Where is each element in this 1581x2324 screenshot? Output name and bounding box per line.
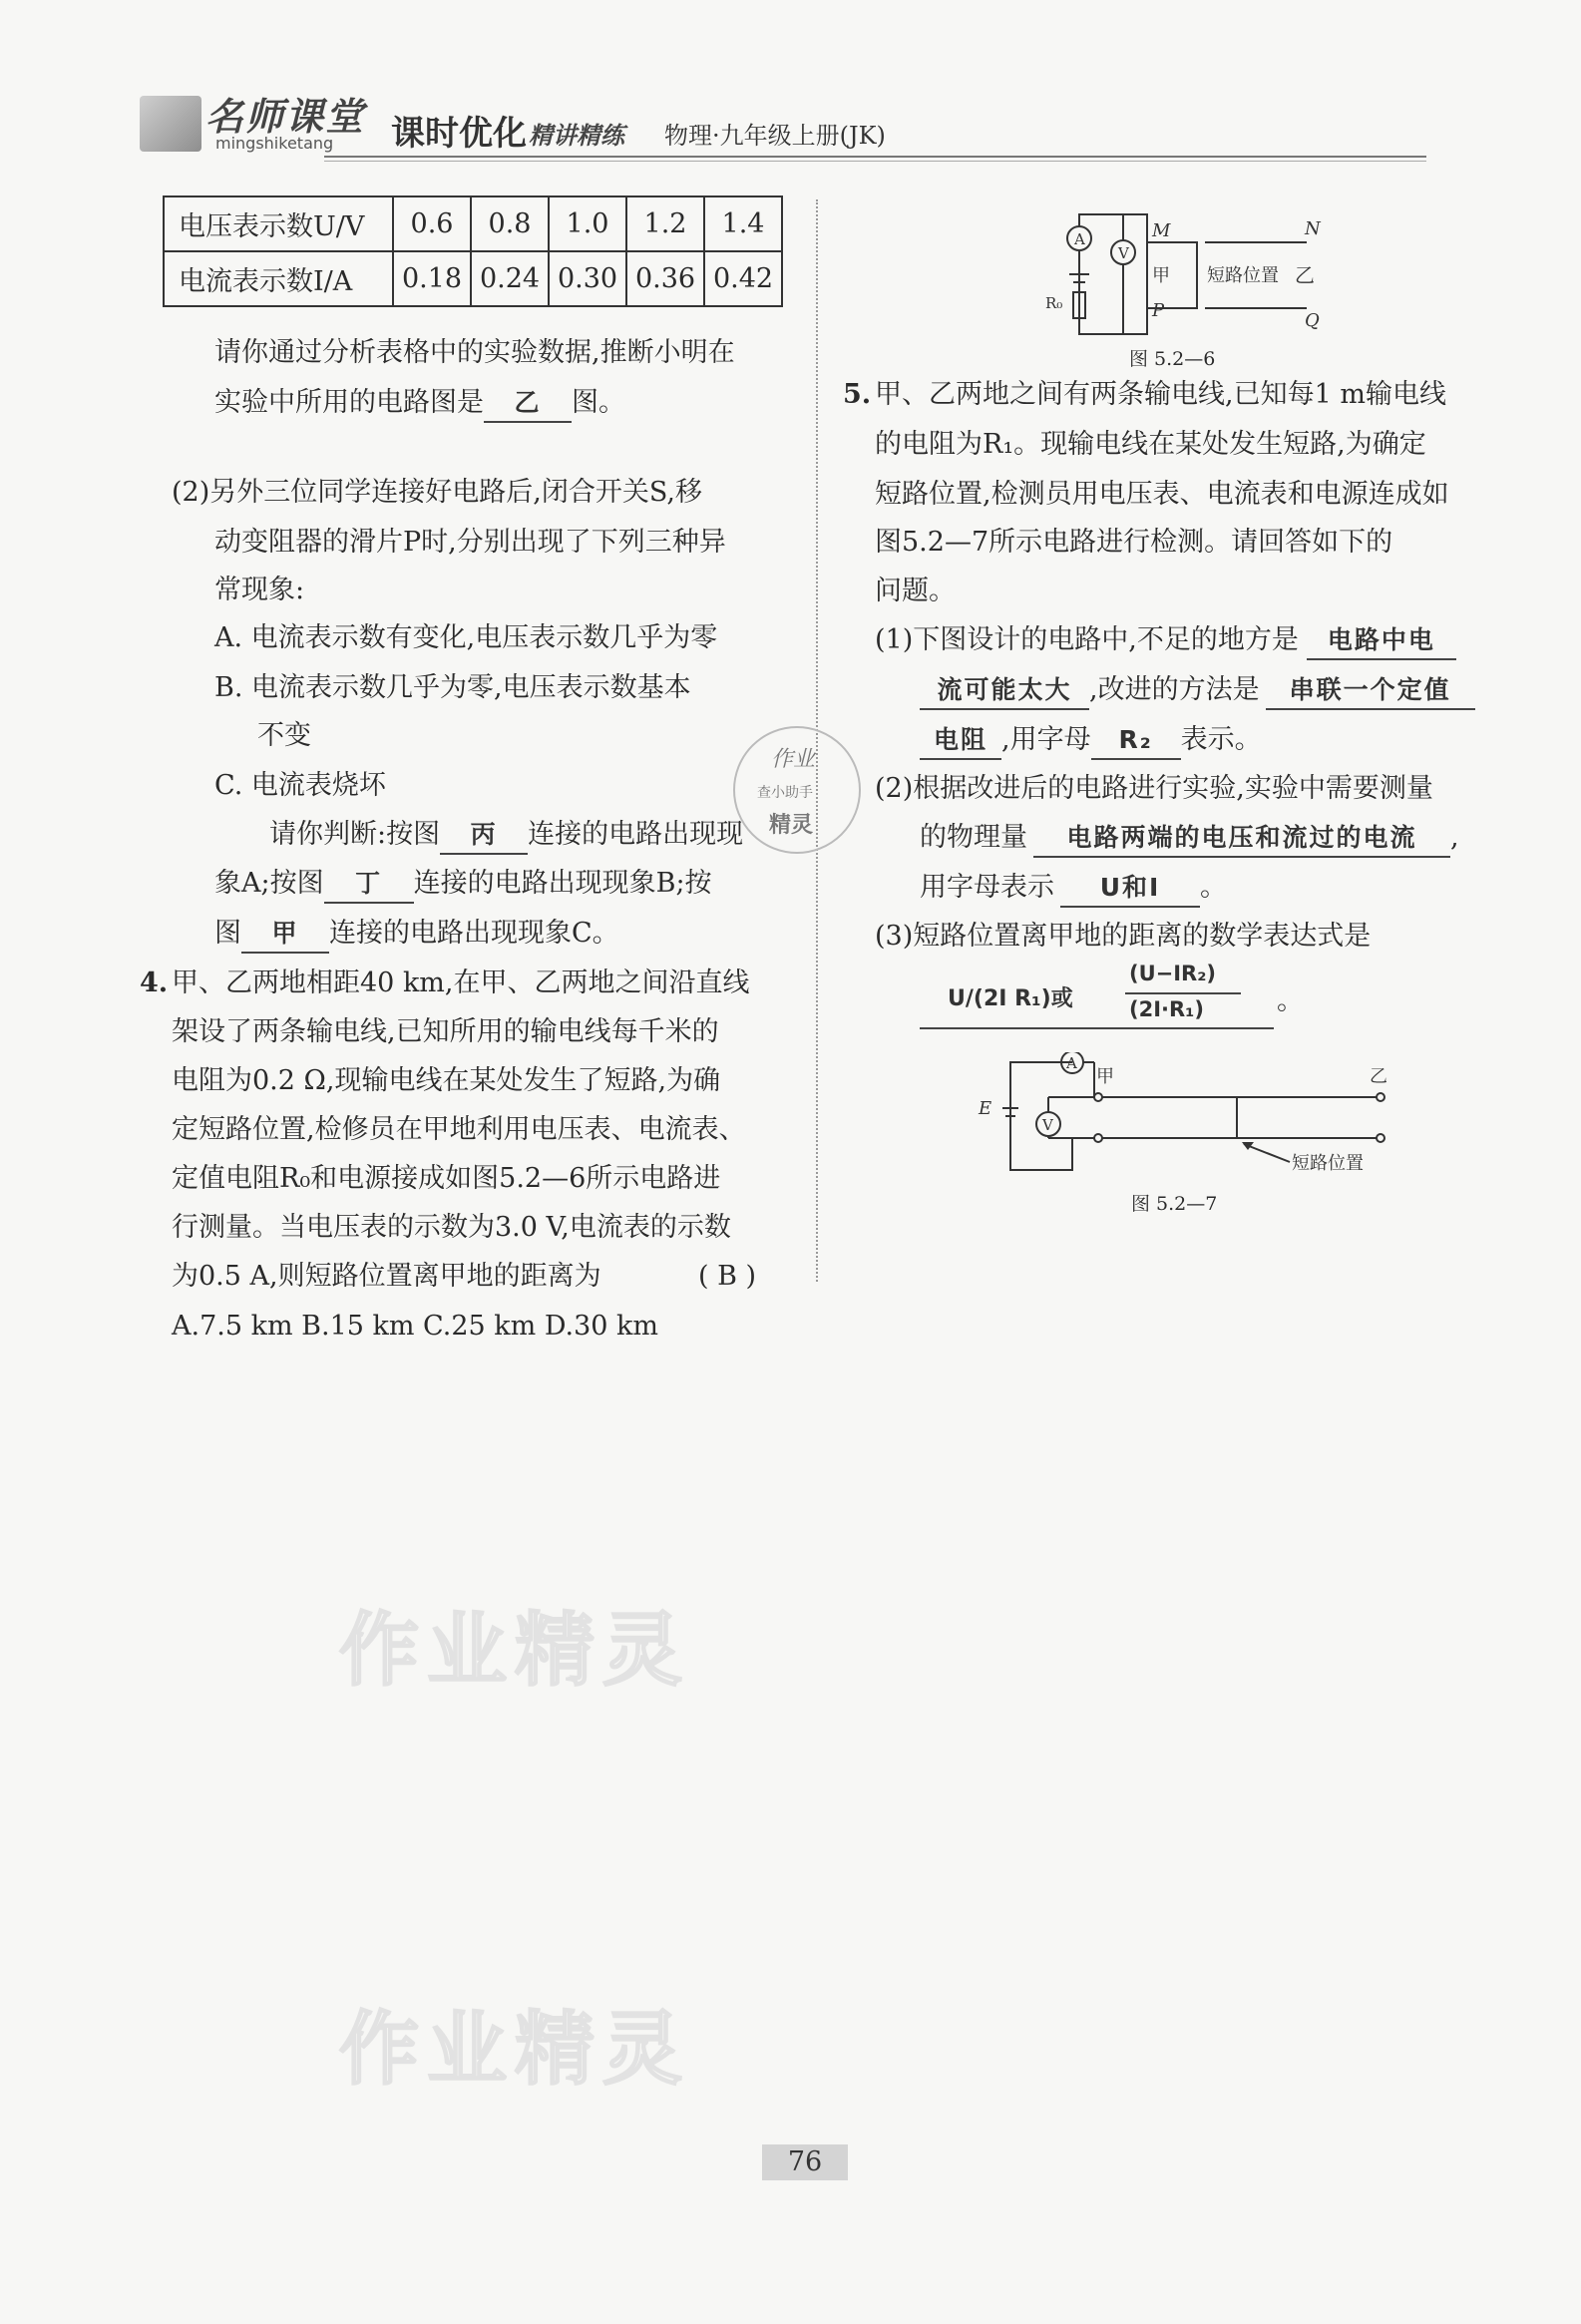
table-row (164, 196, 782, 251)
figure-5-2-7 (973, 1052, 1401, 1182)
option-a: A. 电流表示数有变化,电压表示数几乎为零 (214, 622, 718, 653)
text: 实验中所用的电路图是 (214, 387, 484, 418)
table-cell: 0.36 (626, 251, 704, 306)
page-number: 76 (787, 2146, 823, 2177)
text: ,改进的方法是 (1089, 674, 1260, 705)
row-header: 电压表示数U/V (164, 196, 393, 251)
series-tag: 精讲精练 (529, 122, 624, 150)
text: 的物理量 (920, 822, 1027, 853)
q3-line (214, 379, 625, 427)
q5-sub1 (875, 616, 1456, 664)
text: 请你判断:按图 (269, 819, 441, 850)
fig6-a: A (1074, 230, 1085, 248)
fig7-e: E (979, 1098, 992, 1119)
q5-line: 问题。 (875, 576, 956, 606)
q5-line: 图5.2—7所示电路进行检测。请回答如下的 (875, 527, 1393, 558)
answer-blank: 串联一个定值 (1266, 672, 1475, 710)
subject-label: 物理·九年级上册(JK) (664, 122, 886, 150)
fig7-short: 短路位置 (1292, 1153, 1364, 1174)
header-rule (324, 156, 1426, 158)
fig7-yi: 乙 (1370, 1066, 1387, 1087)
q5-number: 5. (843, 379, 872, 410)
option-b-cont: 不变 (257, 720, 311, 751)
row-header: 电流表示数I/A (164, 251, 393, 306)
q5-line: 甲、乙两地之间有两条输电线,已知每1 m输电线 (875, 379, 1446, 410)
option-b: B. 电流表示数几乎为零,电压表示数基本 (214, 672, 691, 703)
figure-caption: 图 5.2—6 (1129, 348, 1216, 370)
text: 图。 (572, 387, 625, 418)
q5-line: 的电阻为R₁。现输电线在某处发生短路,为确定 (875, 429, 1426, 460)
text: 象A;按图 (214, 868, 324, 899)
q5-sub2-cont (920, 814, 1459, 862)
data-table (163, 195, 783, 307)
q4-line: 为0.5 A,则短路位置离甲地的距离为 (172, 1261, 601, 1292)
fig6-jia: 甲 (1152, 265, 1170, 286)
text: (1)下图设计的电路中,不足的地方是 (875, 624, 1299, 655)
stamp-seal (733, 726, 861, 854)
answer-blank: 电路中电 (1307, 622, 1456, 660)
text: , (1450, 822, 1459, 853)
text: ,用字母 (1001, 724, 1091, 755)
stamp-bot: 精灵 (769, 813, 814, 838)
answer-blank: 甲 (241, 916, 329, 954)
table-cell: 0.6 (393, 196, 471, 251)
formula-a: U/(2I R₁)或 (948, 986, 1073, 1011)
text: 。 (1200, 872, 1227, 903)
table-cell: 1.4 (704, 196, 782, 251)
fig6-v: V (1118, 244, 1129, 262)
answer-blank: R₂ (1091, 722, 1181, 760)
q5-sub1-cont (920, 716, 1262, 764)
judge-line (214, 860, 712, 908)
figure-caption: 图 5.2—7 (1131, 1193, 1218, 1215)
q5-line: 短路位置,检测员用电压表、电流表和电源连成如 (875, 479, 1449, 510)
q5-formula-blank (920, 960, 1274, 1029)
q5-sub3: (3)短路位置离甲地的距离的数学表达式是 (875, 921, 1372, 952)
q4-number: 4. (140, 968, 169, 998)
q5-sub2-cont (920, 864, 1227, 912)
header-rule-thin (324, 161, 1426, 162)
option-c: C. 电流表烧坏 (214, 770, 386, 801)
stamp-top: 作业 (771, 747, 816, 772)
judge-line (214, 910, 619, 958)
page-header (140, 82, 1426, 162)
formula-denominator: (2I·R₁) (1129, 997, 1204, 1021)
q4-answer: ( B ) (698, 1261, 757, 1292)
q4-line: 行测量。当电压表的示数为3.0 V,电流表的示数 (172, 1212, 731, 1243)
watermark: 作业精灵 (339, 1604, 690, 1697)
logo-cube-icon (140, 96, 201, 152)
q3-line: (2)另外三位同学连接好电路后,闭合开关S,移 (172, 477, 702, 508)
text: 连接的电路出现现 (528, 819, 744, 850)
table-row (164, 251, 782, 306)
table-cell: 1.0 (549, 196, 626, 251)
table-cell: 1.2 (626, 196, 704, 251)
q5-sub2: (2)根据改进后的电路进行实验,实验中需要测量 (875, 773, 1433, 804)
answer-blank: 丁 (324, 866, 414, 904)
table-cell: 0.18 (393, 251, 471, 306)
answer-blank: U和I (1060, 870, 1200, 908)
q4-options: A.7.5 km B.15 km C.25 km D.30 km (172, 1311, 658, 1342)
fig6-q: Q (1305, 310, 1320, 331)
series-title: 课时优化 (391, 114, 527, 154)
fraction-bar (1125, 992, 1241, 994)
figure-5-2-6 (1037, 204, 1347, 344)
text: 用字母表示 (920, 872, 1054, 903)
fig6-yi: 乙 (1295, 263, 1315, 287)
fig6-p: P (1152, 300, 1165, 321)
answer-blank: 电路两端的电压和流过的电流 (1033, 820, 1450, 858)
q3-line: 常现象: (214, 575, 305, 605)
q4-line: 架设了两条输电线,已知所用的输电线每千米的 (172, 1016, 719, 1047)
table-cell: 0.8 (471, 196, 549, 251)
brand-subtitle: mingshiketang (215, 134, 334, 153)
judge-line (269, 811, 743, 859)
answer-blank: 丙 (440, 817, 528, 855)
q4-line: 电阻为0.2 Ω,现输电线在某处发生了短路,为确 (172, 1065, 721, 1096)
fig6-m: M (1152, 220, 1171, 241)
formula-numerator: (U−IR₂) (1129, 962, 1217, 985)
fig6-short: 短路位置 (1207, 265, 1279, 286)
answer-blank: 流可能太大 (920, 672, 1089, 710)
watermark: 作业精灵 (339, 2003, 690, 2096)
period: 。 (1277, 985, 1304, 1016)
answer-blank: 乙 (484, 385, 572, 423)
q4-line: 定值电阻R₀和电源接成如图5.2—6所示电路进 (172, 1163, 721, 1194)
answer-blank: 电阻 (920, 722, 1001, 760)
fig7-jia: 甲 (1096, 1066, 1114, 1087)
text: 连接的电路出现现象B;按 (413, 868, 712, 899)
q4-line: 定短路位置,检修员在甲地利用电压表、电流表、 (172, 1114, 746, 1145)
text: 表示。 (1180, 724, 1262, 755)
brand-logo: 名师课堂 (205, 95, 366, 139)
stamp-mid: 查小助手 (757, 785, 813, 801)
text: 图 (214, 918, 241, 949)
q3-line: 动变阻器的滑片P时,分别出现了下列三种异 (214, 527, 726, 558)
fig6-r0: R₀ (1045, 294, 1063, 312)
q4-line: 甲、乙两地相距40 km,在甲、乙两地之间沿直线 (172, 968, 750, 998)
fig6-n: N (1305, 218, 1321, 239)
table-cell: 0.30 (549, 251, 626, 306)
q3-line: 请你通过分析表格中的实验数据,推断小明在 (214, 337, 735, 368)
fig7-a: A (1066, 1054, 1077, 1072)
table-cell: 0.24 (471, 251, 549, 306)
text: 连接的电路出现现象C。 (329, 918, 619, 949)
fig7-v: V (1042, 1116, 1053, 1134)
q5-sub1-cont (920, 666, 1475, 714)
table-cell: 0.42 (704, 251, 782, 306)
